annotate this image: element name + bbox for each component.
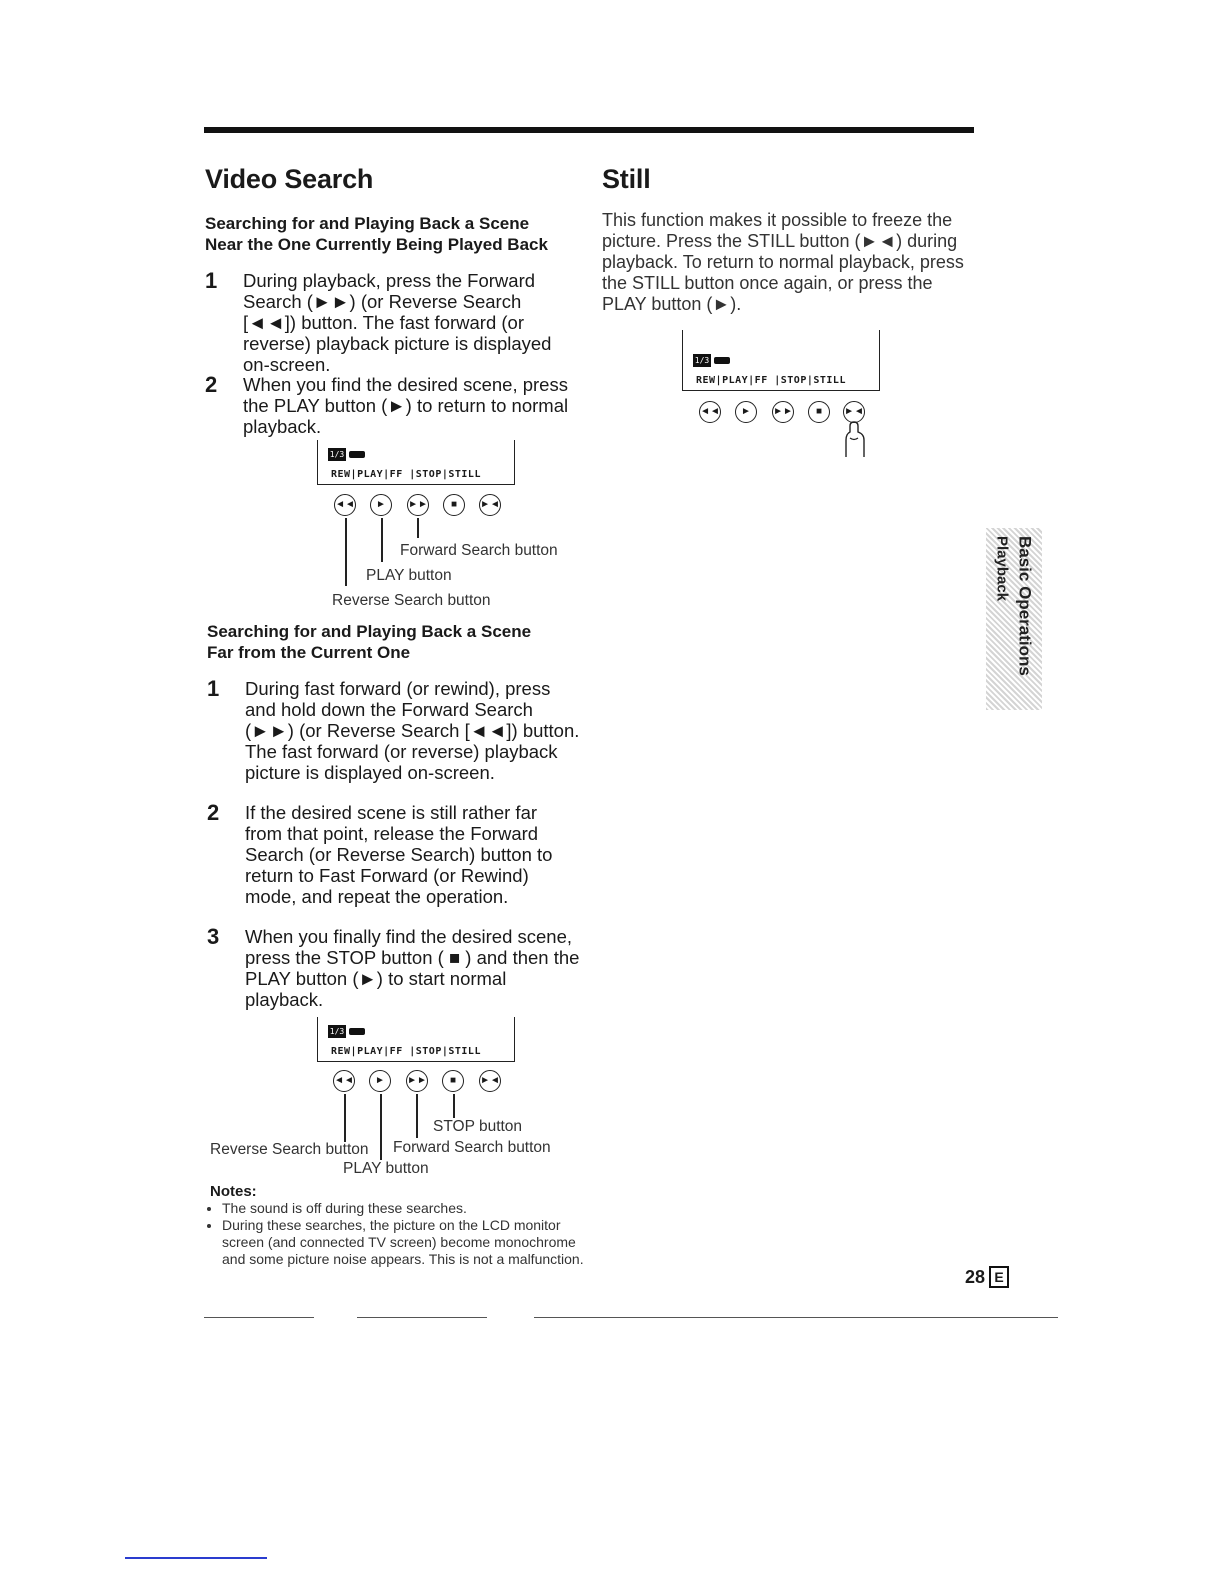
lcd-status-line: REW|PLAY|FF |STOP|STILL <box>696 375 846 386</box>
bottom-rule-segment <box>534 1317 1058 1318</box>
section-side-tab <box>986 528 1042 710</box>
step-number: 2 <box>205 372 218 397</box>
step-text: During playback, press the Forward Search (►►) (or Reverse Search [◄◄]) button. The fast forward (or reverse) playback picture is displayed on-screen. <box>243 270 552 375</box>
tape-icon <box>714 357 730 364</box>
lp-speed-badge: 1/3 <box>329 450 345 459</box>
play-caption: PLAY button <box>343 1160 429 1177</box>
tape-icon <box>349 1028 365 1035</box>
stop-button-icon: ■ <box>808 401 830 423</box>
stop-button-icon: ■ <box>443 494 465 516</box>
fast-forward-button-icon: ►► <box>407 494 429 516</box>
section1-step-1 <box>205 270 585 375</box>
section2-heading <box>207 621 577 663</box>
side-tab-line2: Playback <box>993 536 1011 602</box>
step-text: When you find the desired scene, press the PLAY button (►) to return to normal playback. <box>243 374 569 437</box>
forward-leader-line <box>417 518 419 538</box>
section2-heading-line2: Far from the Current One <box>207 643 411 662</box>
section1-heading <box>205 213 575 255</box>
still-button-icon: ►◄ <box>479 1070 501 1092</box>
section2-step-1 <box>207 678 587 783</box>
page-number-value: 28 <box>965 1266 986 1287</box>
side-tab-text <box>994 536 1034 702</box>
lcd-display <box>317 440 515 485</box>
play-button-icon: ► <box>369 1070 391 1092</box>
scan-blue-line <box>125 1557 267 1559</box>
fast-forward-button-icon: ►► <box>406 1070 428 1092</box>
lp-speed-badge: 1/3 <box>694 356 710 365</box>
still-button-icon: ►◄ <box>843 401 865 423</box>
lcd-status-line: REW|PLAY|FF |STOP|STILL <box>331 1046 481 1057</box>
top-rule <box>204 127 974 133</box>
tape-icon <box>349 451 365 458</box>
finger-pressing-icon <box>836 414 872 458</box>
step-number: 2 <box>207 800 220 825</box>
rewind-button-icon: ◄◄ <box>334 494 356 516</box>
step-text: During fast forward (or rewind), press and hold down the Forward Search (►►) (or Reverse Search [◄◄]) button. The fast forward (or reverse) playback picture is displayed on-screen. <box>245 678 580 783</box>
video-search-title: Video Search <box>205 164 374 194</box>
section1-heading-line2: Near the One Currently Being Played Back <box>205 235 548 254</box>
forward-leader-line <box>416 1094 418 1138</box>
play-leader-line <box>380 1094 382 1160</box>
play-leader-line <box>381 518 383 562</box>
reverse-leader-line <box>344 1094 346 1142</box>
stop-button-icon: ■ <box>442 1070 464 1092</box>
lcd-indicators <box>328 1025 365 1038</box>
rewind-button-icon: ◄◄ <box>333 1070 355 1092</box>
play-caption: PLAY button <box>366 567 452 584</box>
bottom-rule-segment <box>204 1317 314 1318</box>
reverse-leader-line <box>345 518 347 586</box>
section2-step-3 <box>207 926 587 1010</box>
reverse-search-caption: Reverse Search button <box>210 1141 369 1158</box>
language-mark: E <box>989 1266 1009 1288</box>
lcd-display <box>317 1017 515 1062</box>
lcd-status-line: REW|PLAY|FF |STOP|STILL <box>331 469 481 480</box>
step-text: If the desired scene is still rather far from that point, release the Forward Search (or Reverse Search) button to return to Fast Forward (or Rewind) mode, and repeat the operation. <box>245 802 553 907</box>
stop-leader-line <box>453 1094 455 1118</box>
side-tab-line1: Basic Operations <box>1015 536 1035 676</box>
lcd-display <box>682 330 880 391</box>
forward-search-caption: Forward Search button <box>393 1139 551 1156</box>
rewind-button-icon: ◄◄ <box>699 401 721 423</box>
forward-search-caption: Forward Search button <box>400 542 558 559</box>
note-item: • The sound is off during these searches. <box>222 1200 594 1217</box>
bottom-rule-segment <box>357 1317 487 1318</box>
still-button-icon: ►◄ <box>479 494 501 516</box>
play-button-icon: ► <box>370 494 392 516</box>
section1-heading-line1: Searching for and Playing Back a Scene <box>205 214 530 233</box>
notes-heading: Notes: <box>210 1183 257 1200</box>
stop-caption: STOP button <box>433 1118 523 1135</box>
page-number <box>965 1266 1009 1288</box>
step-number: 1 <box>207 676 220 701</box>
lcd-indicators <box>328 448 365 461</box>
lp-speed-badge: 1/3 <box>329 1027 345 1036</box>
still-title: Still <box>602 164 651 194</box>
section2-heading-line1: Searching for and Playing Back a Scene <box>207 622 532 641</box>
step-text: When you finally find the desired scene, press the STOP button ( ■ ) and then the PLAY button (►) to start normal playback. <box>245 926 580 1010</box>
step-number: 3 <box>207 924 220 949</box>
lcd-indicators <box>693 354 730 367</box>
play-button-icon: ► <box>735 401 757 423</box>
reverse-search-caption: Reverse Search button <box>332 592 491 609</box>
still-body: This function makes it possible to freeze the picture. Press the STILL button (►◄) during playback. To return to normal playback, press the STILL button once again, or press the PLAY button (►). <box>602 210 964 314</box>
note-item: • During these searches, the picture on the LCD monitor screen (and connected TV screen) become monochrome and some picture noise appears. This is not a malfunction. <box>222 1217 594 1268</box>
section2-step-2 <box>207 802 587 907</box>
notes-list <box>210 1200 594 1268</box>
step-number: 1 <box>205 268 218 293</box>
fast-forward-button-icon: ►► <box>772 401 794 423</box>
section1-step-2 <box>205 374 585 437</box>
